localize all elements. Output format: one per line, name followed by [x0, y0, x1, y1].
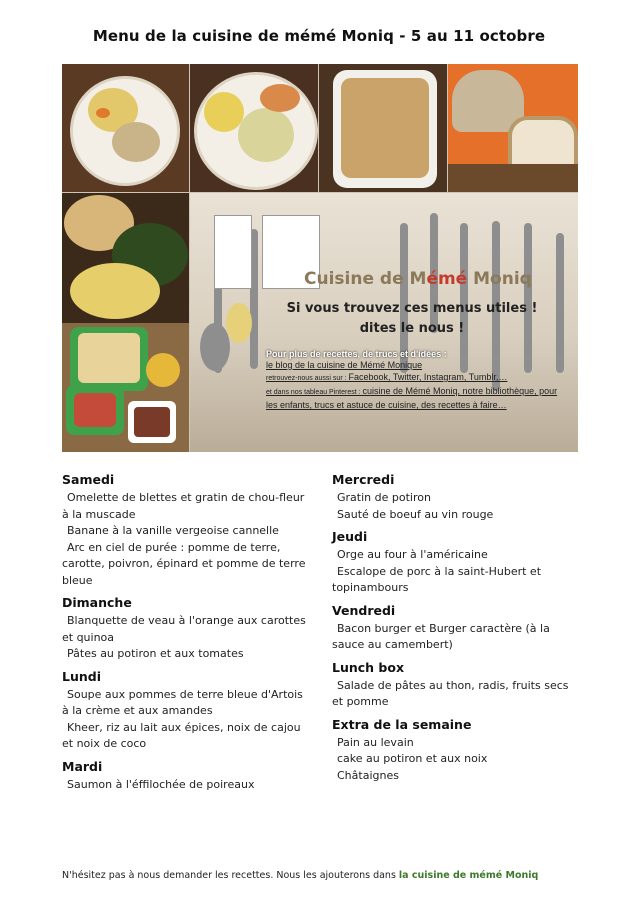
caricature-chef-left	[214, 215, 252, 289]
menu-item: Salade de pâtes au thon, radis, fruits secs et pomme	[332, 678, 569, 708]
menu-item: Kheer, riz au lait aux épices, noix de cajou et noix de coco	[62, 720, 301, 750]
day-mercredi	[332, 472, 580, 523]
menu-item: Gratin de potiron	[337, 491, 431, 504]
day-title: Mardi	[62, 758, 103, 774]
promo-banner	[190, 193, 578, 452]
menu-item: Orge au four à l'américaine	[337, 548, 488, 561]
menu-item: Pâtes au potiron et aux tomates	[67, 647, 244, 660]
photo-blanquette	[62, 64, 189, 192]
extra-semaine	[332, 717, 580, 785]
day-title: Vendredi	[332, 602, 396, 618]
day-samedi	[62, 472, 310, 589]
menu-item: Escalope de porc à la saint-Hubert et topinambours	[332, 564, 542, 594]
day-title: Samedi	[62, 472, 115, 487]
menu-item: Bacon burger et Burger caractère (à la sauce au camembert)	[332, 621, 550, 651]
menu-item: Blanquette de veau à l'orange aux carottes et quinoa	[62, 614, 306, 644]
photo-escalope	[62, 193, 189, 323]
menu-item: Arc en ciel de purée : pomme de terre, carotte, poivron, épinard et pomme de terre bleue	[62, 540, 306, 587]
menu-item: Pain au levain	[337, 735, 414, 749]
day-dimanche	[62, 595, 310, 663]
footer-note: N'hésitez pas à nous demander les recettes. Nous les ajouterons dans la cuisine de mémé Moniq	[62, 870, 539, 881]
lunch-box	[332, 660, 580, 711]
photo-orge-au-four	[319, 64, 447, 192]
day-title: Jeudi	[332, 529, 368, 544]
day-jeudi	[332, 529, 580, 597]
day-mardi	[62, 759, 310, 794]
day-title: Dimanche	[62, 595, 132, 610]
menu-item: Omelette de blettes et gratin de chou-fleur à la muscade	[62, 491, 305, 521]
photo-pain-au-levain	[448, 64, 578, 192]
menu-item: Banane à la vanille vergeoise cannelle	[67, 524, 279, 537]
banner-slogan: Si vous trouvez ces menus utiles ! dites le nous !	[286, 301, 538, 336]
banner-info	[266, 349, 566, 411]
pinterest-links[interactable]: et dans nos tableau Pinterest : cuisine de Mémé Moniq, notre bibliothèque, pour les enfants, trucs et astuce de cuisine, des recettes à faire…	[266, 386, 558, 410]
day-title: Lundi	[62, 668, 101, 684]
day-lundi	[62, 669, 310, 753]
menu-item: cake au potiron et aux noix	[337, 752, 488, 765]
day-title: Mercredi	[332, 472, 395, 487]
photo-lunch-box	[62, 323, 189, 452]
photo-collage	[62, 64, 578, 452]
social-links[interactable]: retrouvez-nous aussi sur : Facebook, Twitter, Instagram, Tumblr,…	[266, 372, 508, 382]
day-vendredi	[332, 603, 580, 654]
info-heading: Pour plus de recettes, de trucs et d'idées :	[266, 349, 447, 359]
menu-column-left	[62, 472, 310, 793]
menu-item: Soupe aux pommes de terre bleue d'Artois à la crème et aux amandes	[62, 687, 303, 717]
menu-item: Châtaignes	[337, 768, 399, 782]
day-title: Lunch box	[332, 659, 405, 675]
menu-column-right	[332, 472, 580, 784]
banner-brand: Cuisine de Mémé Moniq	[304, 269, 532, 289]
day-title: Extra de la semaine	[332, 716, 472, 732]
blog-link[interactable]: le blog de la cuisine de Mémé Monique	[266, 360, 423, 370]
menu-item: Sauté de boeuf au vin rouge	[337, 507, 494, 521]
menu-item: Saumon à l'éffilochée de poireaux	[67, 777, 255, 791]
page-title: Menu de la cuisine de mémé Moniq - 5 au 11 octobre	[92, 27, 546, 45]
photo-saumon-poireaux	[190, 64, 318, 192]
footer-link[interactable]: la cuisine de mémé Moniq	[398, 870, 539, 881]
